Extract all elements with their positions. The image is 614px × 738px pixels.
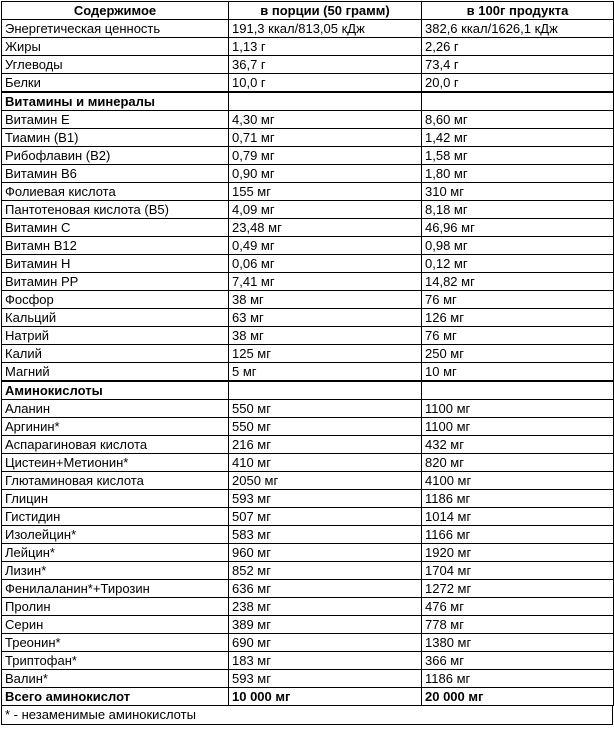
portion-value: 23,48 мг — [229, 219, 422, 237]
per100-value: 0,12 мг — [422, 255, 614, 273]
portion-value: 4,30 мг — [229, 111, 422, 129]
portion-value: 38 мг — [229, 327, 422, 345]
portion-value: 238 мг — [229, 598, 422, 616]
total-per100: 20 000 мг — [422, 688, 614, 706]
table-row — [2, 616, 614, 634]
per100-value: 1704 мг — [422, 562, 614, 580]
nutrient-name: Цистеин+Метионин* — [2, 454, 229, 472]
basic-section — [2, 20, 614, 93]
per100-value: 1272 мг — [422, 580, 614, 598]
nutrient-name: Жиры — [2, 38, 229, 56]
header-content: Содержимое — [2, 2, 229, 20]
portion-value: 216 мг — [229, 436, 422, 454]
nutrient-name: Глицин — [2, 490, 229, 508]
nutrient-name: Натрий — [2, 327, 229, 345]
nutrient-name: Лизин* — [2, 562, 229, 580]
table-row — [2, 508, 614, 526]
portion-value: 5 мг — [229, 363, 422, 382]
portion-value: 507 мг — [229, 508, 422, 526]
section-header-vitamins — [2, 92, 614, 111]
portion-value: 7,41 мг — [229, 273, 422, 291]
per100-value: 76 мг — [422, 291, 614, 309]
nutrient-name: Изолейцин* — [2, 526, 229, 544]
per100-value: 310 мг — [422, 183, 614, 201]
per100-value: 1100 мг — [422, 418, 614, 436]
portion-value: 2050 мг — [229, 472, 422, 490]
table-row — [2, 598, 614, 616]
per100-value: 1,58 мг — [422, 147, 614, 165]
table-row — [2, 291, 614, 309]
per100-value: 476 мг — [422, 598, 614, 616]
nutrition-table — [1, 1, 614, 706]
portion-value: 636 мг — [229, 580, 422, 598]
nutrient-name: Треонин* — [2, 634, 229, 652]
table-row — [2, 56, 614, 74]
section-title: Витамины и минералы — [2, 92, 229, 111]
table-row — [2, 363, 614, 382]
nutrient-name: Глютаминовая кислота — [2, 472, 229, 490]
per100-value: 1,80 мг — [422, 165, 614, 183]
table-row — [2, 38, 614, 56]
per100-value: 76 мг — [422, 327, 614, 345]
portion-value: 63 мг — [229, 309, 422, 327]
portion-value: 36,7 г — [229, 56, 422, 74]
table-row — [2, 454, 614, 472]
nutrient-name: Гистидин — [2, 508, 229, 526]
nutrient-name: Рибофлавин (B2) — [2, 147, 229, 165]
portion-value: 550 мг — [229, 400, 422, 418]
total-row — [2, 688, 614, 706]
total-label: Всего аминокислот — [2, 688, 229, 706]
nutrient-name: Витамн B12 — [2, 237, 229, 255]
nutrient-name: Лейцин* — [2, 544, 229, 562]
table-row — [2, 255, 614, 273]
table-row — [2, 345, 614, 363]
portion-value: 10,0 г — [229, 74, 422, 93]
per100-value: 10 мг — [422, 363, 614, 382]
table-row — [2, 273, 614, 291]
footnote: * - незаменимые аминокислоты — [1, 706, 613, 725]
per100-value: 778 мг — [422, 616, 614, 634]
portion-value: 191,3 ккал/813,05 кДж — [229, 20, 422, 38]
portion-value: 852 мг — [229, 562, 422, 580]
nutrient-name: Триптофан* — [2, 652, 229, 670]
nutrient-name: Фолиевая кислота — [2, 183, 229, 201]
nutrient-name: Пантотеновая кислота (B5) — [2, 201, 229, 219]
per100-value: 1380 мг — [422, 634, 614, 652]
table-row — [2, 327, 614, 345]
portion-value: 1,13 г — [229, 38, 422, 56]
per100-value: 126 мг — [422, 309, 614, 327]
per100-value: 2,26 г — [422, 38, 614, 56]
table-row — [2, 652, 614, 670]
table-row — [2, 490, 614, 508]
nutrient-name: Тиамин (B1) — [2, 129, 229, 147]
per100-value: 820 мг — [422, 454, 614, 472]
nutrient-name: Кальций — [2, 309, 229, 327]
nutrient-name: Аспарагиновая кислота — [2, 436, 229, 454]
portion-value: 38 мг — [229, 291, 422, 309]
table-row — [2, 562, 614, 580]
section-header-amino — [2, 381, 614, 400]
table-row — [2, 165, 614, 183]
nutrient-name: Энергетическая ценность — [2, 20, 229, 38]
portion-value: 960 мг — [229, 544, 422, 562]
portion-value: 0,71 мг — [229, 129, 422, 147]
nutrient-name: Аргинин* — [2, 418, 229, 436]
per100-value: 0,98 мг — [422, 237, 614, 255]
table-row — [2, 472, 614, 490]
total-section — [2, 688, 614, 706]
nutrient-name: Витамин PP — [2, 273, 229, 291]
nutrient-name: Фосфор — [2, 291, 229, 309]
per100-value: 1920 мг — [422, 544, 614, 562]
table-row — [2, 670, 614, 688]
table-row — [2, 74, 614, 93]
portion-value: 0,90 мг — [229, 165, 422, 183]
header-per100: в 100г продукта — [422, 2, 614, 20]
nutrient-name: Витамин C — [2, 219, 229, 237]
section-title: Аминокислоты — [2, 381, 229, 400]
portion-value: 583 мг — [229, 526, 422, 544]
per100-value: 1100 мг — [422, 400, 614, 418]
per100-value: 8,18 мг — [422, 201, 614, 219]
per100-value: 4100 мг — [422, 472, 614, 490]
table-row — [2, 237, 614, 255]
portion-value: 550 мг — [229, 418, 422, 436]
portion-value: 389 мг — [229, 616, 422, 634]
nutrient-name: Аланин — [2, 400, 229, 418]
portion-value: 155 мг — [229, 183, 422, 201]
table-row — [2, 634, 614, 652]
portion-value: 4,09 мг — [229, 201, 422, 219]
per100-value: 382,6 ккал/1626,1 кДж — [422, 20, 614, 38]
per100-value: 20,0 г — [422, 74, 614, 93]
nutrient-name: Фенилаланин*+Тирозин — [2, 580, 229, 598]
table-row — [2, 309, 614, 327]
nutrient-name: Калий — [2, 345, 229, 363]
portion-value: 690 мг — [229, 634, 422, 652]
nutrient-name: Витамин B6 — [2, 165, 229, 183]
table-row — [2, 436, 614, 454]
per100-value: 1,42 мг — [422, 129, 614, 147]
portion-value: 183 мг — [229, 652, 422, 670]
nutrient-name: Углеводы — [2, 56, 229, 74]
per100-value: 1166 мг — [422, 526, 614, 544]
per100-value: 8,60 мг — [422, 111, 614, 129]
per100-value: 432 мг — [422, 436, 614, 454]
per100-value: 366 мг — [422, 652, 614, 670]
table-row — [2, 526, 614, 544]
portion-value: 410 мг — [229, 454, 422, 472]
table-row — [2, 201, 614, 219]
total-portion: 10 000 мг — [229, 688, 422, 706]
table-row — [2, 147, 614, 165]
table-row — [2, 580, 614, 598]
portion-value: 593 мг — [229, 670, 422, 688]
per100-value: 250 мг — [422, 345, 614, 363]
table-row — [2, 418, 614, 436]
nutrient-name: Пролин — [2, 598, 229, 616]
amino-section — [2, 381, 614, 688]
portion-value: 593 мг — [229, 490, 422, 508]
table-row — [2, 20, 614, 38]
nutrient-name: Магний — [2, 363, 229, 382]
per100-value: 73,4 г — [422, 56, 614, 74]
portion-value: 0,06 мг — [229, 255, 422, 273]
nutrient-name: Серин — [2, 616, 229, 634]
nutrient-name: Витамин H — [2, 255, 229, 273]
per100-value: 14,82 мг — [422, 273, 614, 291]
per100-value: 46,96 мг — [422, 219, 614, 237]
table-row — [2, 400, 614, 418]
nutrient-name: Белки — [2, 74, 229, 93]
portion-value: 0,49 мг — [229, 237, 422, 255]
portion-value: 125 мг — [229, 345, 422, 363]
table-row — [2, 111, 614, 129]
per100-value: 1014 мг — [422, 508, 614, 526]
table-row — [2, 219, 614, 237]
nutrient-name: Валин* — [2, 670, 229, 688]
table-row — [2, 129, 614, 147]
per100-value: 1186 мг — [422, 670, 614, 688]
header-row — [2, 2, 614, 20]
per100-value: 1186 мг — [422, 490, 614, 508]
portion-value: 0,79 мг — [229, 147, 422, 165]
table-row — [2, 183, 614, 201]
table-row — [2, 544, 614, 562]
vitamins-section — [2, 92, 614, 381]
nutrient-name: Витамин E — [2, 111, 229, 129]
nutrition-table-container — [1, 1, 613, 725]
header-portion: в порции (50 грамм) — [229, 2, 422, 20]
